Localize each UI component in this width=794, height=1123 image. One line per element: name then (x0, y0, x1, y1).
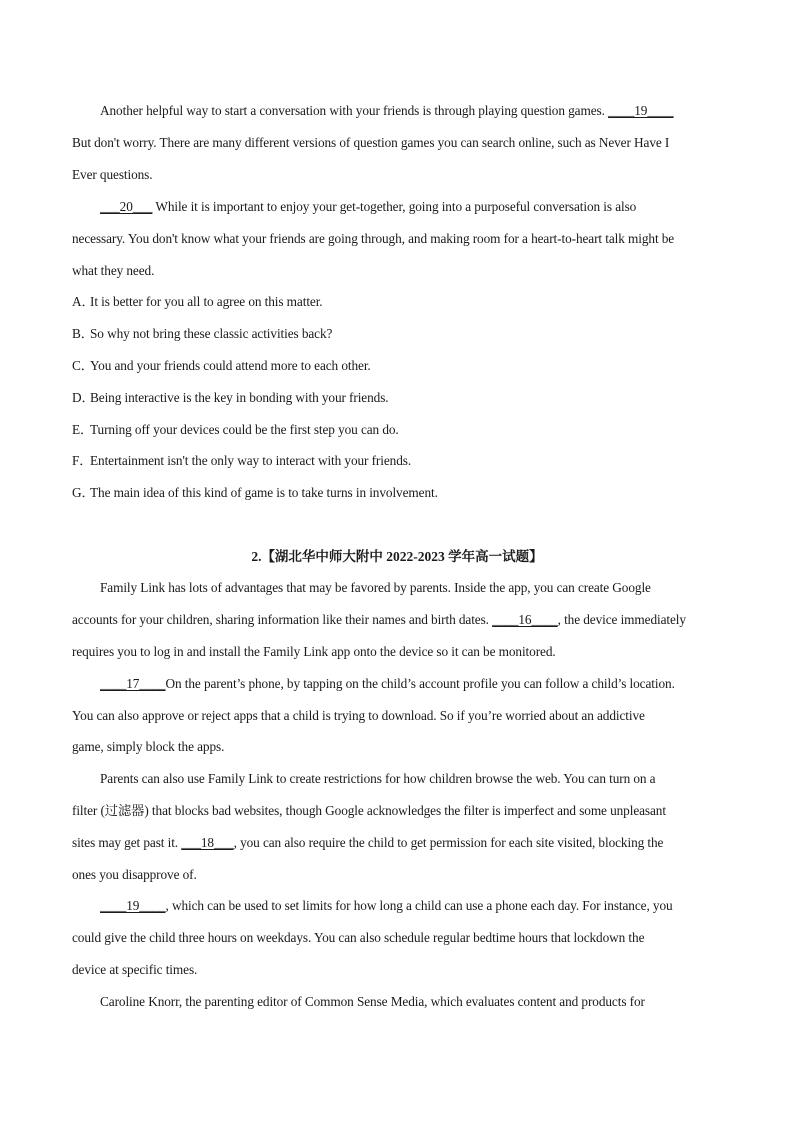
passage2-p4-line1: ____19____, which can be used to set limits for how long a child can use a phone each day. For instance, you (100, 898, 673, 913)
blank-19: ____19____ (608, 103, 674, 118)
passage1-p1-line2: But don't worry. There are many different versions of question games you can search online, such as Never Have I (72, 135, 670, 150)
blank-19b: ____19____ (100, 898, 166, 913)
passage1-p2-line1: ___20___ While it is important to enjoy your get-together, going into a purposeful conversation is also (100, 199, 637, 214)
passage1-p1-line3: Ever questions. (72, 167, 153, 182)
blank-18: ___18___ (181, 835, 234, 850)
option-d: D．Being interactive is the key in bonding with your friends. (72, 390, 389, 405)
blank-20: ___20___ (100, 199, 153, 214)
passage2-p3-line3: sites may get past it. ___18___, you can also require the child to get permission for each site visited, blocking the (72, 835, 664, 850)
passage2-p5-line1: Caroline Knorr, the parenting editor of Common Sense Media, which evaluates content and products for (100, 994, 645, 1009)
passage2-p1-line3: requires you to log in and install the Family Link app onto the device so it can be monitored. (72, 644, 556, 659)
blank-16: ____16____ (492, 612, 558, 627)
passage1-p2-line3: what they need. (72, 263, 155, 278)
passage2-p4-line3: device at specific times. (72, 962, 198, 977)
passage2-p2-line1: ____17____On the parent’s phone, by tapping on the child’s account profile you can follow a child’s location. (100, 676, 675, 691)
option-f: F．Entertainment isn't the only way to interact with your friends. (72, 453, 412, 468)
section-heading: 2.【湖北华中师大附中 2022-2023 学年高一试题】 (251, 549, 543, 564)
passage2-p2-line3: game, simply block the apps. (72, 739, 225, 754)
option-g: G．The main idea of this kind of game is to take turns in involvement. (72, 485, 438, 500)
option-a: A．It is better for you all to agree on this matter. (72, 294, 323, 309)
passage1-p1-line1: Another helpful way to start a conversation with your friends is through playing question games. ____19____ (100, 103, 674, 118)
passage2-p2-line2: You can also approve or reject apps that a child is trying to download. So if you’re worried about an addictive (72, 708, 645, 723)
passage2-p3-line1: Parents can also use Family Link to create restrictions for how children browse the web. You can turn on a (100, 771, 656, 786)
option-e: E．Turning off your devices could be the first step you can do. (72, 422, 399, 437)
blank-17: ____17____ (100, 676, 166, 691)
option-c: C．You and your friends could attend more to each other. (72, 358, 371, 373)
passage2-p1-line1: Family Link has lots of advantages that may be favored by parents. Inside the app, you can create Google (100, 580, 651, 595)
passage1-p2-line2: necessary. You don't know what your friends are going through, and making room for a heart-to-heart talk might be (72, 231, 675, 246)
passage2-p3-line2: filter (过滤器) that blocks bad websites, though Google acknowledges the filter is imperfect and some unpleasant (72, 803, 666, 818)
passage2-p3-line4: ones you disapprove of. (72, 867, 197, 882)
option-b: B．So why not bring these classic activities back? (72, 326, 333, 341)
passage2-p1-line2: accounts for your children, sharing information like their names and birth dates. ____16____, the device immediately (72, 612, 686, 627)
passage2-p4-line2: could give the child three hours on weekdays. You can also schedule regular bedtime hours that lockdown the (72, 930, 645, 945)
